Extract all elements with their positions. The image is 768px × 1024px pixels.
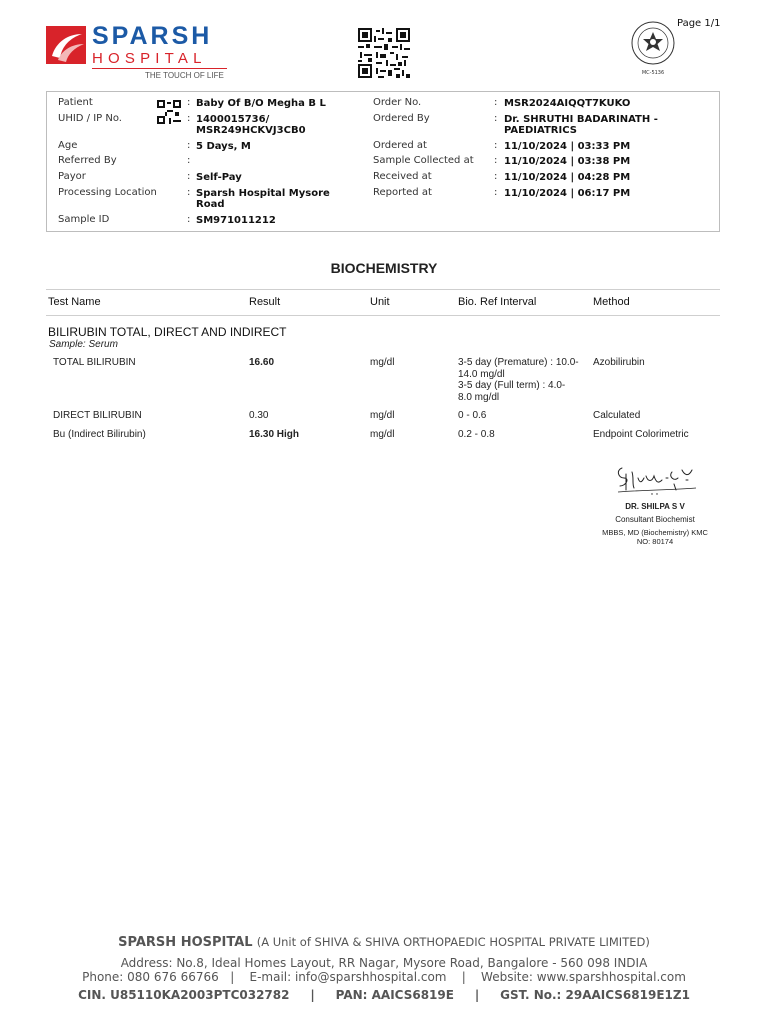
table-row-ref: 3-5 day (Full term) : 4.0- bbox=[458, 380, 566, 391]
sample-id-value: SM971011212 bbox=[196, 215, 276, 226]
payor-label: Payor bbox=[58, 171, 86, 182]
brand-name: SPARSH bbox=[92, 22, 213, 50]
referred-by-label: Referred By bbox=[58, 155, 117, 166]
order-no-label: Order No. bbox=[373, 97, 422, 108]
qr-code-icon bbox=[358, 28, 410, 78]
signatory-title: Consultant Biochemist bbox=[615, 515, 695, 524]
footer-address: Address: No.8, Ideal Homes Layout, RR Nagar, Mysore Road, Bangalore - 560 098 INDIA bbox=[120, 956, 648, 970]
table-row-test: TOTAL BILIRUBIN bbox=[53, 357, 136, 368]
uhid-label: UHID / IP No. bbox=[58, 113, 122, 124]
table-row-method: Azobilirubin bbox=[593, 357, 645, 368]
ordered-at-value: 11/10/2024 | 03:33 PM bbox=[504, 141, 631, 152]
colon: : bbox=[187, 155, 191, 166]
table-row-test: Bu (Indirect Bilirubin) bbox=[53, 429, 146, 440]
seal-code: MC-5136 bbox=[641, 70, 665, 76]
footer-contact: Phone: 080 676 66766 | E-mail: info@sparshhospital.com | Website: www.sparshhospital.com bbox=[82, 970, 686, 984]
table-row-unit: mg/dl bbox=[370, 357, 395, 368]
sample-id-label: Sample ID bbox=[58, 214, 110, 225]
table-row-result: 16.30 High bbox=[249, 429, 300, 440]
location-value: Sparsh Hospital Mysore bbox=[196, 188, 330, 199]
ordered-by-value: Dr. SHRUTHI BADARINATH - bbox=[504, 114, 658, 125]
footer-registration-ids: CIN. U85110KA2003PTC032782 | PAN: AAICS6819E | GST. No.: 29AAICS6819E1Z1 bbox=[78, 988, 690, 1002]
colon: : bbox=[187, 171, 191, 182]
collected-at-label: Sample Collected at bbox=[373, 155, 474, 166]
ordered-at-label: Ordered at bbox=[373, 140, 427, 151]
sample-type: Sample: Serum bbox=[49, 339, 118, 350]
table-row-ref: 0.2 - 0.8 bbox=[458, 429, 495, 440]
table-top-rule bbox=[46, 289, 720, 290]
doctor-signature bbox=[612, 460, 698, 498]
page-number: Page 1/1 bbox=[677, 18, 721, 29]
collected-at-value: 11/10/2024 | 03:38 PM bbox=[504, 156, 631, 167]
colon: : bbox=[187, 214, 191, 225]
table-header-rule bbox=[46, 315, 720, 316]
table-row-ref: 14.0 mg/dl bbox=[458, 369, 505, 380]
received-at-value: 11/10/2024 | 04:28 PM bbox=[504, 172, 631, 183]
table-row-method: Calculated bbox=[593, 410, 641, 421]
payor-value: Self-Pay bbox=[196, 172, 242, 183]
brand-divider bbox=[92, 68, 227, 69]
colon: : bbox=[494, 171, 498, 182]
section-title: BIOCHEMISTRY bbox=[330, 260, 438, 276]
signatory-qualification: MBBS, MD (Biochemistry) KMC bbox=[602, 528, 708, 537]
ordered-by-value-2: PAEDIATRICS bbox=[504, 125, 577, 136]
age-value: 5 Days, M bbox=[196, 141, 251, 152]
footer-hospital-name: SPARSH HOSPITAL bbox=[118, 935, 253, 950]
patient-value: Baby Of B/O Megha B L bbox=[196, 98, 326, 109]
colon: : bbox=[494, 97, 498, 108]
colon: : bbox=[494, 155, 498, 166]
colon: : bbox=[494, 140, 498, 151]
table-row-unit: mg/dl bbox=[370, 429, 395, 440]
accreditation-seal-icon bbox=[630, 20, 676, 76]
reported-at-value: 11/10/2024 | 06:17 PM bbox=[504, 188, 631, 199]
footer-unit-of: (A Unit of SHIVA & SHIVA ORTHOPAEDIC HOSPITAL PRIVATE LIMITED) bbox=[256, 935, 650, 949]
received-at-label: Received at bbox=[373, 171, 432, 182]
table-row-method: Endpoint Colorimetric bbox=[593, 429, 689, 440]
colon: : bbox=[494, 187, 498, 198]
col-ref-interval: Bio. Ref Interval bbox=[458, 296, 537, 308]
age-label: Age bbox=[58, 140, 78, 151]
col-unit: Unit bbox=[370, 296, 390, 308]
location-value-2: Road bbox=[196, 199, 225, 210]
ip-value: MSR249HCKVJ3CB0 bbox=[196, 125, 306, 136]
patient-label: Patient bbox=[58, 97, 93, 108]
colon: : bbox=[187, 187, 191, 198]
table-row-result: 16.60 bbox=[249, 357, 275, 368]
table-row-test: DIRECT BILIRUBIN bbox=[53, 410, 142, 421]
order-no-value: MSR2024AIQQT7KUKO bbox=[504, 98, 631, 109]
reported-at-label: Reported at bbox=[373, 187, 432, 198]
table-row-ref: 8.0 mg/dl bbox=[458, 392, 500, 403]
colon: : bbox=[187, 97, 191, 108]
col-test-name: Test Name bbox=[48, 296, 101, 308]
test-group-title: BILIRUBIN TOTAL, DIRECT AND INDIRECT bbox=[48, 325, 287, 339]
brand-subtitle: HOSPITAL bbox=[92, 50, 207, 67]
col-method: Method bbox=[593, 296, 630, 308]
table-row-ref: 0 - 0.6 bbox=[458, 410, 487, 421]
brand-tagline: THE TOUCH OF LIFE bbox=[145, 71, 224, 80]
colon: : bbox=[187, 113, 191, 124]
table-row-ref: 3-5 day (Premature) : 10.0- bbox=[458, 357, 579, 368]
col-result: Result bbox=[249, 296, 281, 308]
colon: : bbox=[187, 140, 191, 151]
hospital-logo-icon bbox=[46, 26, 86, 64]
footer-title bbox=[0, 935, 768, 950]
table-row-result: 0.30 bbox=[249, 410, 269, 421]
location-label: Processing Location bbox=[58, 187, 157, 198]
table-row-unit: mg/dl bbox=[370, 410, 395, 421]
uhid-value: 1400015736/ bbox=[196, 114, 270, 125]
patient-qr-icon bbox=[157, 100, 181, 124]
colon: : bbox=[494, 113, 498, 124]
signatory-name: DR. SHILPA S V bbox=[625, 502, 685, 511]
ordered-by-label: Ordered By bbox=[373, 113, 430, 124]
signatory-registration: NO: 80174 bbox=[636, 537, 674, 546]
